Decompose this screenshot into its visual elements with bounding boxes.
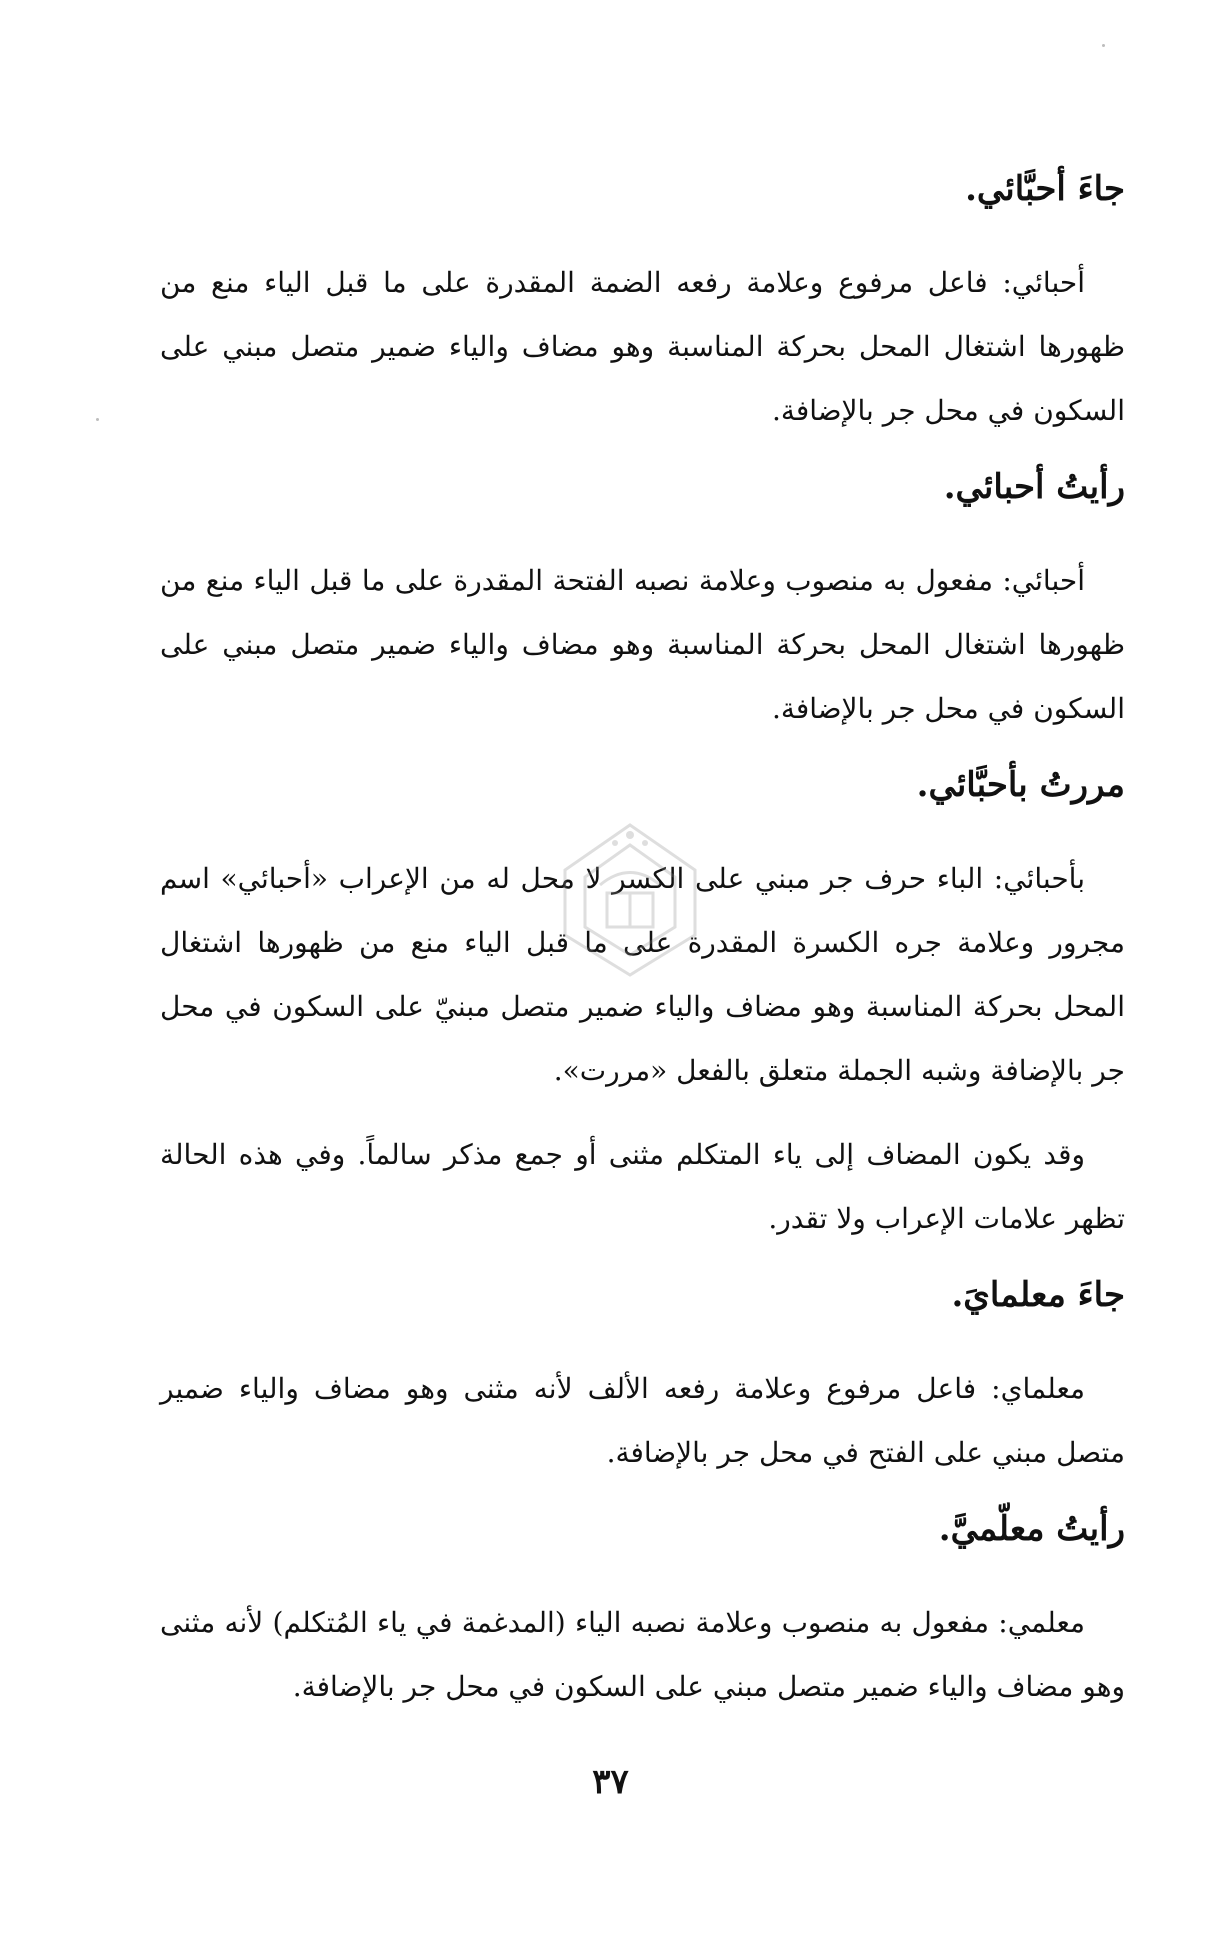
example-sentence-2: رأيتُ أحبائي. bbox=[943, 467, 1125, 507]
explanation-paragraph-2: أحبائي: مفعول به منصوب وعلامة نصبه الفتحة المقدرة على ما قبل الياء منع من ظهورها اشتغال المحل بحركة المناسبة وهو مضاف والياء ضمير متصل مبني على السكون في محل جر بالإضافة. bbox=[160, 564, 1125, 725]
example-sentence-1: جاءَ أحبَّائي. bbox=[965, 169, 1125, 209]
example-sentence-5: رأيتُ معلّميَّ. bbox=[938, 1509, 1125, 1549]
page-number: ٣٧ bbox=[592, 1762, 629, 1802]
rule-paragraph: وقد يكون المضاف إلى ياء المتكلم مثنى أو جمع مذكر سالماً. وفي هذه الحالة تظهر علامات الإعراب ولا تقدر. bbox=[160, 1138, 1125, 1235]
explanation-paragraph-1: أحبائي: فاعل مرفوع وعلامة رفعه الضمة المقدرة على ما قبل الياء منع من ظهورها اشتغال المحل بحركة المناسبة وهو مضاف والياء ضمير متصل مبني على السكون في محل جر بالإضافة. bbox=[160, 266, 1125, 427]
example-sentence-3: مررتُ بأحبَّائي. bbox=[916, 765, 1125, 805]
scan-speck-2 bbox=[1102, 44, 1105, 47]
page-content bbox=[160, 165, 1125, 1739]
example-sentence-4: جاءَ معلمايَ. bbox=[951, 1275, 1125, 1315]
scan-speck-1 bbox=[96, 418, 99, 421]
explanation-paragraph-5: معلمي: مفعول به منصوب وعلامة نصبه الياء (المدغمة في ياء المُتكلم) لأنه مثنى وهو مضاف والياء ضمير متصل مبني على السكون في محل جر بالإضافة. bbox=[160, 1606, 1125, 1703]
explanation-paragraph-3: بأحبائي: الباء حرف جر مبني على الكسر لا محل له من الإعراب «أحبائي» اسم مجرور وعلامة جره الكسرة المقدرة على ما قبل الياء منع من ظهورها اشتغال المحل بحركة المناسبة وهو مضاف والياء ضمير متصل مبنيّ على السكون في محل جر بالإضافة وشبه الجملة متعلق بالفعل «مررت». bbox=[160, 862, 1125, 1087]
explanation-paragraph-4: معلماي: فاعل مرفوع وعلامة رفعه الألف لأنه مثنى وهو مضاف والياء ضمير متصل مبني على الفتح في محل جر بالإضافة. bbox=[160, 1372, 1125, 1469]
